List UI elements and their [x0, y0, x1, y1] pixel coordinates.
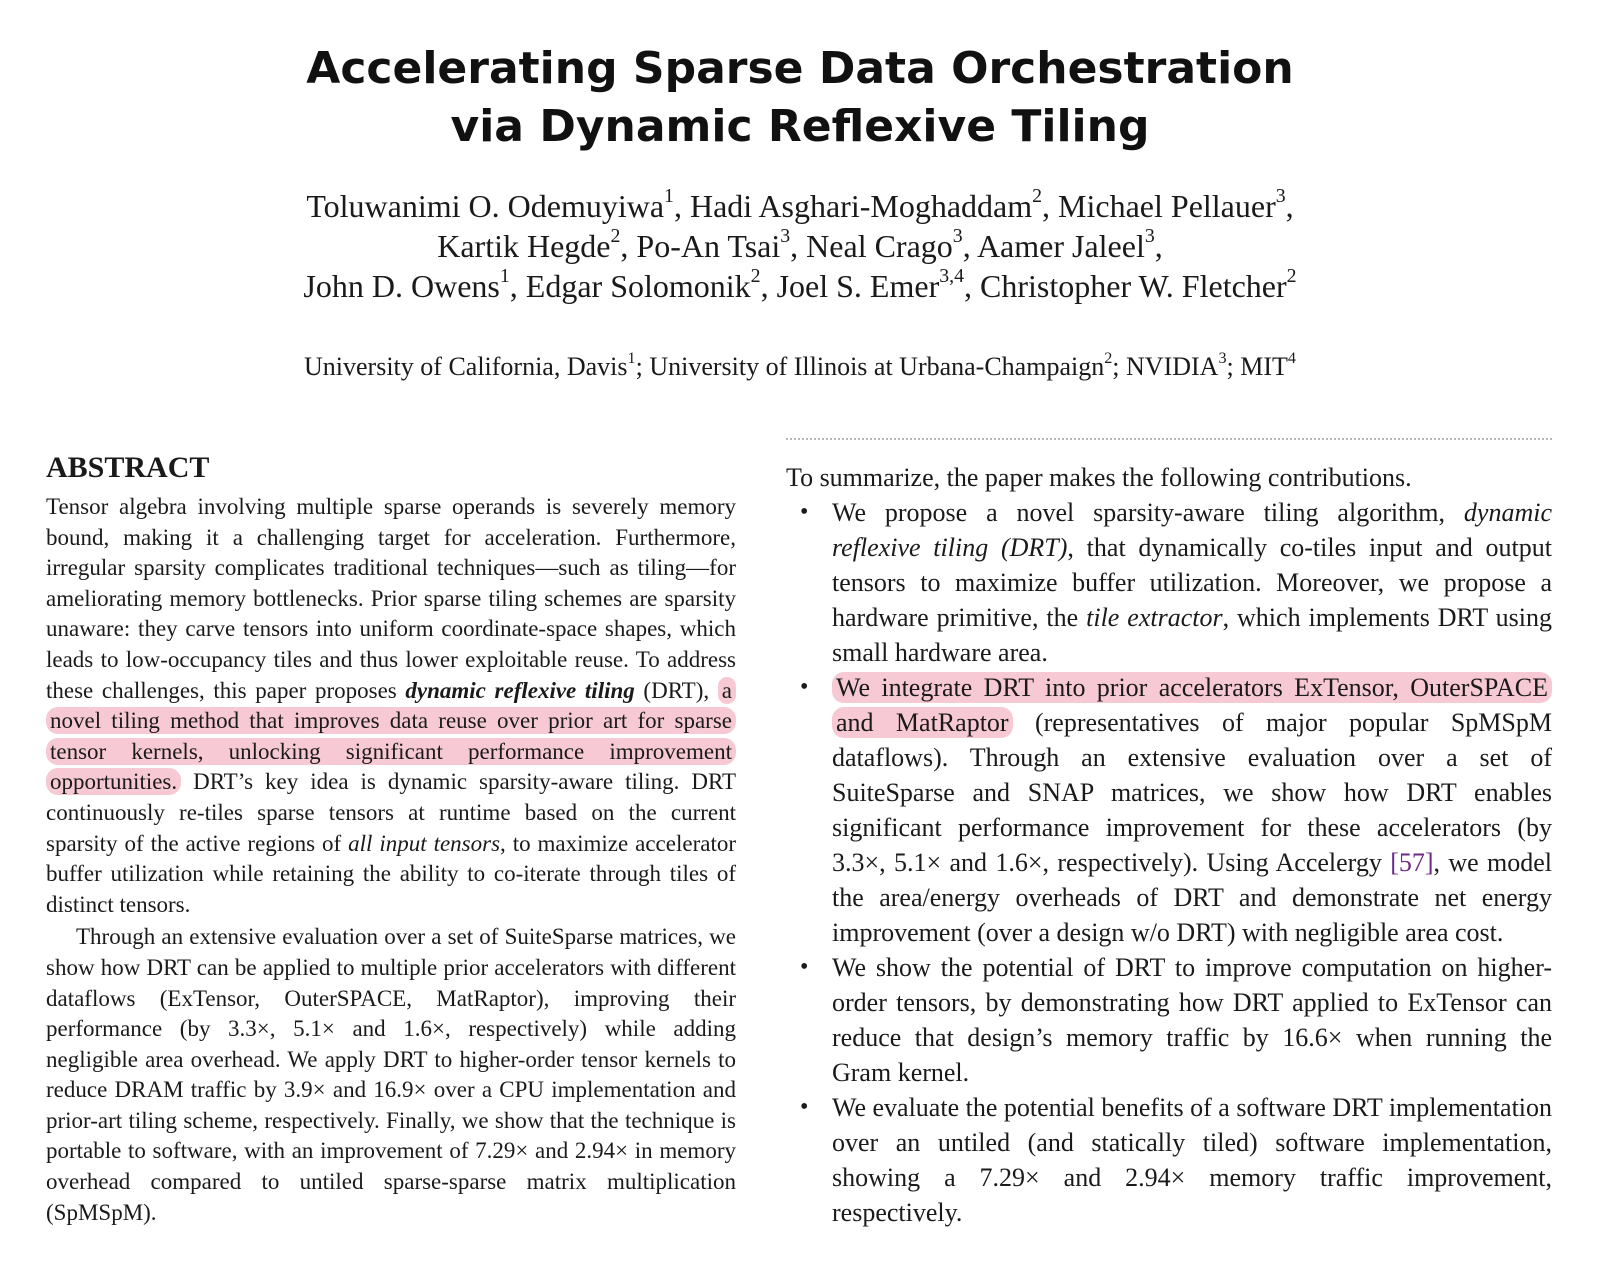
- abstract-paragraph-1: [46, 492, 736, 920]
- author-name: Po-An Tsai: [636, 228, 781, 264]
- bullet-icon: •: [800, 954, 809, 980]
- author-affil-mark: 3: [1144, 225, 1155, 248]
- author-affil-mark: 2: [610, 225, 621, 248]
- paper-title: [0, 40, 1600, 156]
- clipped-line-remnant: [786, 438, 1552, 444]
- contribution-text: We propose a novel sparsity-aware tiling algorithm,: [832, 498, 1464, 527]
- list-item: [786, 1090, 1552, 1230]
- author-name: Toluwanimi O. Odemuyiwa: [306, 188, 665, 224]
- contributions-intro: To summarize, the paper makes the following contributions.: [786, 463, 1412, 492]
- list-item: [786, 495, 1552, 670]
- affiliations: University of California, Davis$^1$; University of Illinois at Urbana-Champaign$^2$; NVIDIA$^3$; MIT$^4$: [304, 349, 1296, 381]
- author-name: John D. Owens: [303, 268, 500, 304]
- abstract-text: Tensor algebra involving multiple sparse operands is severely memory bound, making it a challenging target for acceleration. Furthermore, irregular sparsity complicates traditional techniques—such as tiling—for ameliorating memory bottlenecks. Prior sparse tiling schemes are sparsity unaware: they carve tensors into uniform coordinate-space shapes, which leads to low-occupancy tiles and thus lower exploitable reuse. To address these challenges, this paper proposes: [46, 494, 736, 703]
- list-item: [786, 670, 1552, 950]
- author-name: Hadi Asghari-Moghaddam: [689, 188, 1033, 224]
- abstract-text: DRT’s key idea is dynamic sparsity-aware tiling. DRT continuously re-tiles sparse tensors at runtime based on the current sparsity of the active regions of: [46, 769, 736, 856]
- abstract-paragraph-2: Through an extensive evaluation over a set of SuiteSparse matrices, we show how DRT can be applied to multiple prior accelerators with different dataflows (ExTensor, OuterSPACE, MatRaptor), improving their performance (by 3.3×, 5.1× and 1.6×, respectively) while adding negligible area overhead. We apply DRT to higher-order tensor kernels to reduce DRAM traffic by 3.9× and 16.9× over a CPU implementation and prior-art tiling scheme, respectively. Finally, we show that the technique is portable to software, with an improvement of 7.29× and 2.94× in memory overhead compared to untiled sparse-sparse matrix multiplication (SpMSpM).: [46, 924, 736, 1225]
- author-affil-mark: 2: [1032, 185, 1043, 208]
- contribution-text: , that dynamically co-tiles input and output tensors to maximize buffer utilization. Moreover, we propose a hardware primitive, the: [832, 533, 1552, 632]
- author-line-2: Kartik Hegde$^2$, Po-An Tsai$^3$, Neal Crago$^3$, Aamer Jaleel$^3$,: [437, 225, 1163, 264]
- affiliation-mark: 3: [1218, 349, 1227, 367]
- bullet-icon: •: [800, 499, 809, 525]
- title-line-2: via Dynamic Reflexive Tiling: [450, 101, 1150, 152]
- abstract-emphasis: all input tensors: [348, 830, 501, 856]
- author-name: Kartik Hegde: [437, 228, 611, 264]
- author-name: Christopher W. Fletcher: [980, 268, 1287, 304]
- contribution-text: , which implements DRT using small hardware area.: [832, 603, 1553, 667]
- title-line-1: Accelerating Sparse Data Orchestration: [306, 43, 1294, 94]
- contribution-emphasis: dynamic reflexive tiling (DRT): [832, 498, 1552, 562]
- contribution-highlight: We integrate DRT into prior accelerators ExTensor, OuterSPACE and MatRaptor: [832, 672, 1552, 738]
- affiliation-name: University of California, Davis: [304, 352, 628, 381]
- author-name: Aamer Jaleel: [976, 228, 1145, 264]
- citation-link[interactable]: [57]: [1390, 848, 1434, 877]
- author-affil-mark: 3: [780, 225, 791, 248]
- affiliation-name: NVIDIA: [1126, 352, 1219, 381]
- bullet-icon: •: [800, 1094, 809, 1120]
- author-name: Michael Pellauer: [1058, 188, 1276, 224]
- affiliation-name: MIT: [1240, 352, 1288, 381]
- contribution-text: , we model the area/energy overheads of DRT and demonstrate net energy improvement (over a design w/o DRT) with negligible area cost.: [832, 848, 1552, 947]
- list-item: [786, 950, 1552, 1090]
- bullet-icon: •: [800, 674, 809, 700]
- author-line-1: Toluwanimi O. Odemuyiwa$^1$, Hadi Asghari-Moghaddam$^2$, Michael Pellauer$^3$,: [306, 185, 1294, 224]
- contributions-list: [786, 495, 1552, 1230]
- author-affil-mark: 2: [1286, 265, 1297, 288]
- author-affil-mark: 1: [664, 185, 674, 208]
- contribution-text: We show the potential of DRT to improve computation on higher-order tensors, by demonstrating how DRT applied to ExTensor can reduce that design’s memory traffic by 16.6× when running the Gram kernel.: [832, 953, 1552, 1087]
- author-affil-mark: 1: [499, 265, 510, 288]
- author-line-3: John D. Owens$^1$, Edgar Solomonik$^2$, Joel S. Emer$^{3,4}$, Christopher W. Fletcher$^2$: [303, 265, 1297, 304]
- affiliation-mark: 1: [627, 349, 636, 367]
- affiliation-mark: 4: [1287, 349, 1296, 367]
- author-name: Neal Crago: [806, 228, 953, 264]
- author-affil-mark: 3: [1275, 185, 1286, 208]
- author-affil-mark: 3,4: [939, 265, 965, 288]
- affiliation-mark: 2: [1104, 349, 1113, 367]
- contribution-text: We evaluate the potential benefits of a software DRT implementation over an untiled (and statically tiled) software implementation, showing a 7.29× and 2.94× memory traffic improvement, respectively.: [832, 1093, 1553, 1227]
- abstract-column: [46, 450, 736, 1228]
- contribution-text: (representatives of major popular SpMSpM dataflows). Through an extensive evaluation over a set of SuiteSparse and SNAP matrices, we show how DRT enables significant performance improvement for these accelerators (by 3.3×, 5.1× and 1.6×, respectively). Using Accelergy: [832, 708, 1552, 877]
- author-name: Edgar Solomonik: [525, 268, 751, 304]
- author-affil-mark: 2: [750, 265, 761, 288]
- abstract-text: (DRT),: [634, 677, 718, 703]
- contribution-emphasis: tile extractor: [1086, 603, 1223, 632]
- contributions-column: [786, 438, 1552, 1230]
- author-name: Joel S. Emer: [776, 268, 940, 304]
- abstract-highlight: a novel tiling method that improves data reuse over prior art for sparse tensor kernels, unlocking significant performance improvement opportunities.: [46, 677, 736, 796]
- author-list: [0, 186, 1600, 306]
- abstract-heading: ABSTRACT: [46, 451, 210, 484]
- abstract-text: , to maximize accelerator buffer utilization while retaining the ability to co-iterate through tiles of distinct tensors.: [46, 830, 736, 917]
- affiliation-name: University of Illinois at Urbana-Champaign: [649, 352, 1105, 381]
- abstract-emphasis: dynamic reflexive tiling: [405, 677, 635, 703]
- author-affil-mark: 3: [952, 225, 963, 248]
